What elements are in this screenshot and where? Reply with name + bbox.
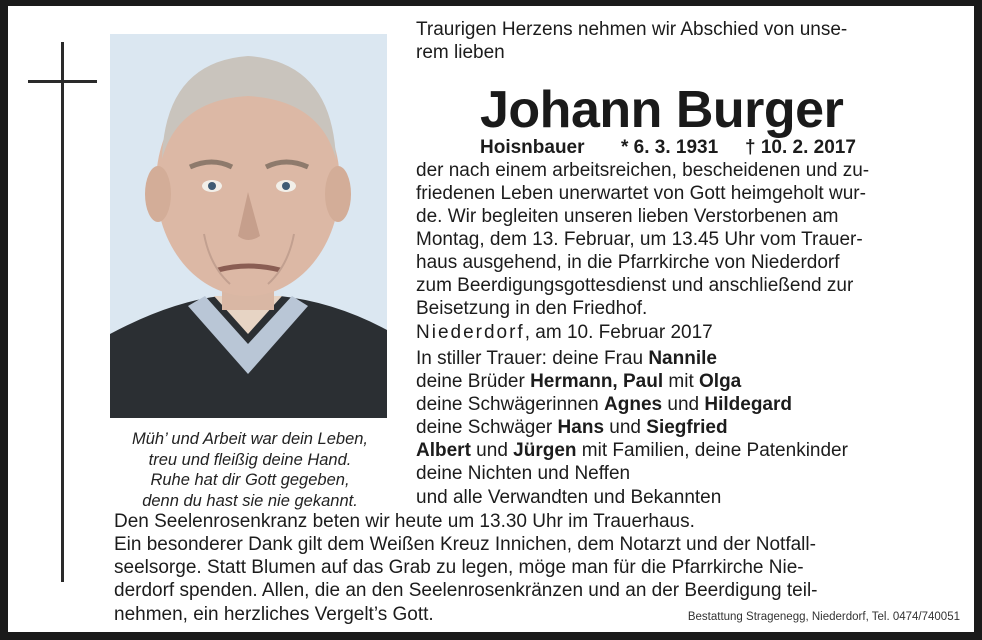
mourner-text: und <box>470 440 514 461</box>
mourner-text: In stiller Trauer: deine Frau <box>416 348 649 369</box>
mourner-line <box>416 348 717 370</box>
mourner-text: mit <box>663 371 700 392</box>
place-date <box>416 322 713 344</box>
verse-line: Müh’ und Arbeit war dein Leben, <box>131 430 369 448</box>
mourner-line <box>416 417 728 439</box>
date: , am 10. Februar 2017 <box>524 322 713 343</box>
mourner-text: und <box>604 417 647 438</box>
portrait-photo <box>110 34 387 418</box>
mourner-text: mit Familien, deine Patenkinder <box>576 440 848 461</box>
mourner-name: Hildegard <box>704 394 792 415</box>
closing-line: derdorf spenden. Allen, die an den Seelenrosenkränzen und an der Beerdigung teil- <box>114 580 818 601</box>
mourner-name: Siegfried <box>646 417 728 438</box>
paragraph-line: friedenen Leben unerwartet von Gott heimgeholt wur- <box>416 183 866 204</box>
mourner-line <box>416 371 741 393</box>
mourner-text: deine Schwägerinnen <box>416 394 605 415</box>
birth-date: * 6. 3. 1931 <box>621 137 719 158</box>
paragraph-line: Montag, dem 13. Februar, um 13.45 Uhr vom Trauer- <box>416 229 863 250</box>
intro-line: rem lieben <box>416 42 505 63</box>
paragraph-line: der nach einem arbeitsreichen, bescheidenen und zu- <box>416 160 870 181</box>
portrait-illustration <box>110 34 387 418</box>
closing-line: seelsorge. Statt Blumen auf das Grab zu legen, möge man für die Pfarrkirche Nie- <box>114 557 804 578</box>
mourner-line: deine Nichten und Neffen <box>416 463 631 484</box>
closing-line: Ein besonderer Dank gilt dem Weißen Kreuz Innichen, dem Notarzt und der Notfall- <box>114 534 816 555</box>
intro-line: Traurigen Herzens nehmen wir Abschied von unse- <box>416 19 848 40</box>
mourner-line: und alle Verwandten und Bekannten <box>416 487 722 508</box>
verse-block <box>108 429 392 511</box>
mourner-name: Agnes <box>604 394 663 415</box>
mourner-name: Albert <box>416 440 471 461</box>
mourner-text: und <box>662 394 705 415</box>
mourner-name: Nannile <box>648 348 717 369</box>
mourner-text: deine Brüder <box>416 371 531 392</box>
cross-icon <box>61 42 64 582</box>
obituary-card <box>8 6 974 632</box>
paragraph-line: Beisetzung in den Friedhof. <box>416 298 648 319</box>
verse-line: denn du hast sie nie gekannt. <box>142 491 358 510</box>
mourner-name: Hans <box>557 417 605 438</box>
paragraph-line: de. Wir begleiten unseren lieben Verstorbenen am <box>416 206 839 227</box>
mourner-text: deine Schwäger <box>416 417 558 438</box>
place: Niederdorf <box>416 322 525 343</box>
closing-line: Den Seelenrosenkranz beten wir heute um 13.30 Uhr im Trauerhaus. <box>114 511 695 532</box>
mourner-line <box>416 440 848 462</box>
mourner-name: Olga <box>699 371 742 392</box>
death-date: † 10. 2. 2017 <box>745 137 856 158</box>
mourner-name: Hermann, Paul <box>530 371 664 392</box>
mourner-name: Jürgen <box>513 440 577 461</box>
funeral-home-credit: Bestattung Stragenegg, Niederdorf, Tel. 0474/740051 <box>687 611 960 623</box>
house-name: Hoisnbauer <box>480 137 585 158</box>
paragraph-line: haus ausgehend, in die Pfarrkirche von Niederdorf <box>416 252 840 273</box>
closing-line: nehmen, ein herzliches Vergelt’s Gott. <box>114 604 434 625</box>
paragraph-line: zum Beerdigungsgottesdienst und anschließend zur <box>416 275 854 296</box>
cross-icon-bar <box>28 80 97 83</box>
deceased-name: Johann Burger <box>480 81 844 139</box>
mourner-line <box>416 394 792 416</box>
verse-line: Ruhe hat dir Gott gegeben, <box>150 471 350 489</box>
verse-line: treu und fleißig deine Hand. <box>148 450 352 469</box>
